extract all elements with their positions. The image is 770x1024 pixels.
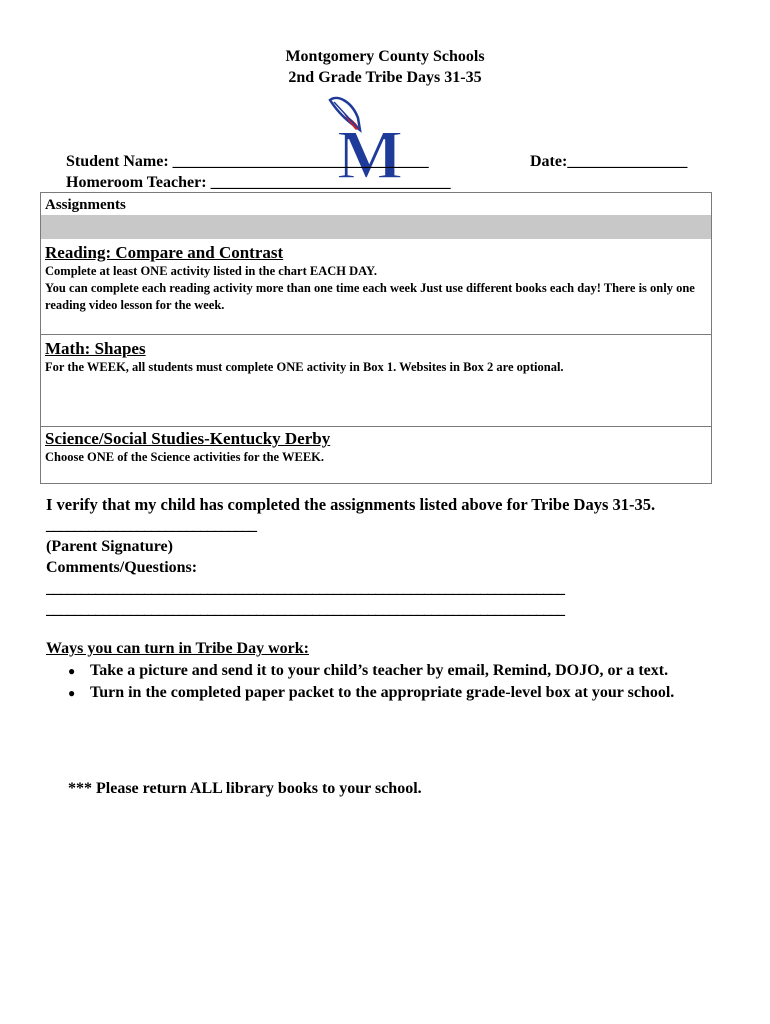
header-band [41,215,711,239]
ways-title: Ways you can turn in Tribe Day work: [46,640,309,657]
math-section [41,335,711,427]
library-books-note: *** Please return ALL library books to your school. [68,780,422,797]
comments-label: Comments/Questions: [46,559,198,576]
math-title: Math: Shapes [45,339,146,358]
reading-section [41,239,711,335]
parent-signature-label: (Parent Signature) [46,538,173,555]
assignments-header-row [41,193,711,239]
comment-line-2[interactable]: __________________________________________________________________________ [46,601,564,618]
reading-title: Reading: Compare and Contrast [45,243,284,262]
list-item [46,660,706,682]
student-name-field[interactable]: Student Name: ________________________________ [66,153,429,170]
school-name: Montgomery County Schools [285,48,485,65]
parent-signature-line[interactable]: ______________________________ [46,517,256,534]
bullet-icon: ● [68,664,76,678]
reading-text-2: You can complete each reading activity more than one time each week Just use different books each day! There is only one reading video lesson for the week. [45,281,695,312]
ways-bullet-2: Turn in the completed paper packet to the appropriate grade-level box at your school. [90,684,675,701]
date-field[interactable]: Date:_______________ [530,153,688,170]
science-section [41,427,711,483]
science-text-1: Choose ONE of the Science activities for the WEEK. [45,450,325,464]
bullet-icon: ● [68,686,76,700]
assignments-label: Assignments [45,197,126,213]
homeroom-teacher-field[interactable]: Homeroom Teacher: ______________________________ [66,174,451,191]
ways-bullet-1: Take a picture and send it to your child’s teacher by email, Remind, DOJO, or a text. [90,662,669,679]
verification-block [46,494,736,620]
document-title: 2nd Grade Tribe Days 31-35 [288,69,482,86]
math-text-1: For the WEEK, all students must complete ONE activity in Box 1. Websites in Box 2 are optional. [45,360,564,374]
list-item [46,682,706,704]
science-title: Science/Social Studies-Kentucky Derby [45,429,331,448]
reading-text-1: Complete at least ONE activity listed in the chart EACH DAY. [45,264,378,278]
assignments-table [40,192,712,484]
ways-list [46,660,706,704]
svg-text:M: M [336,117,404,184]
comment-line-1[interactable]: __________________________________________________________________________ [46,580,564,597]
verify-statement: I verify that my child has completed the assignments listed above for Tribe Days 31-35. [46,495,656,514]
